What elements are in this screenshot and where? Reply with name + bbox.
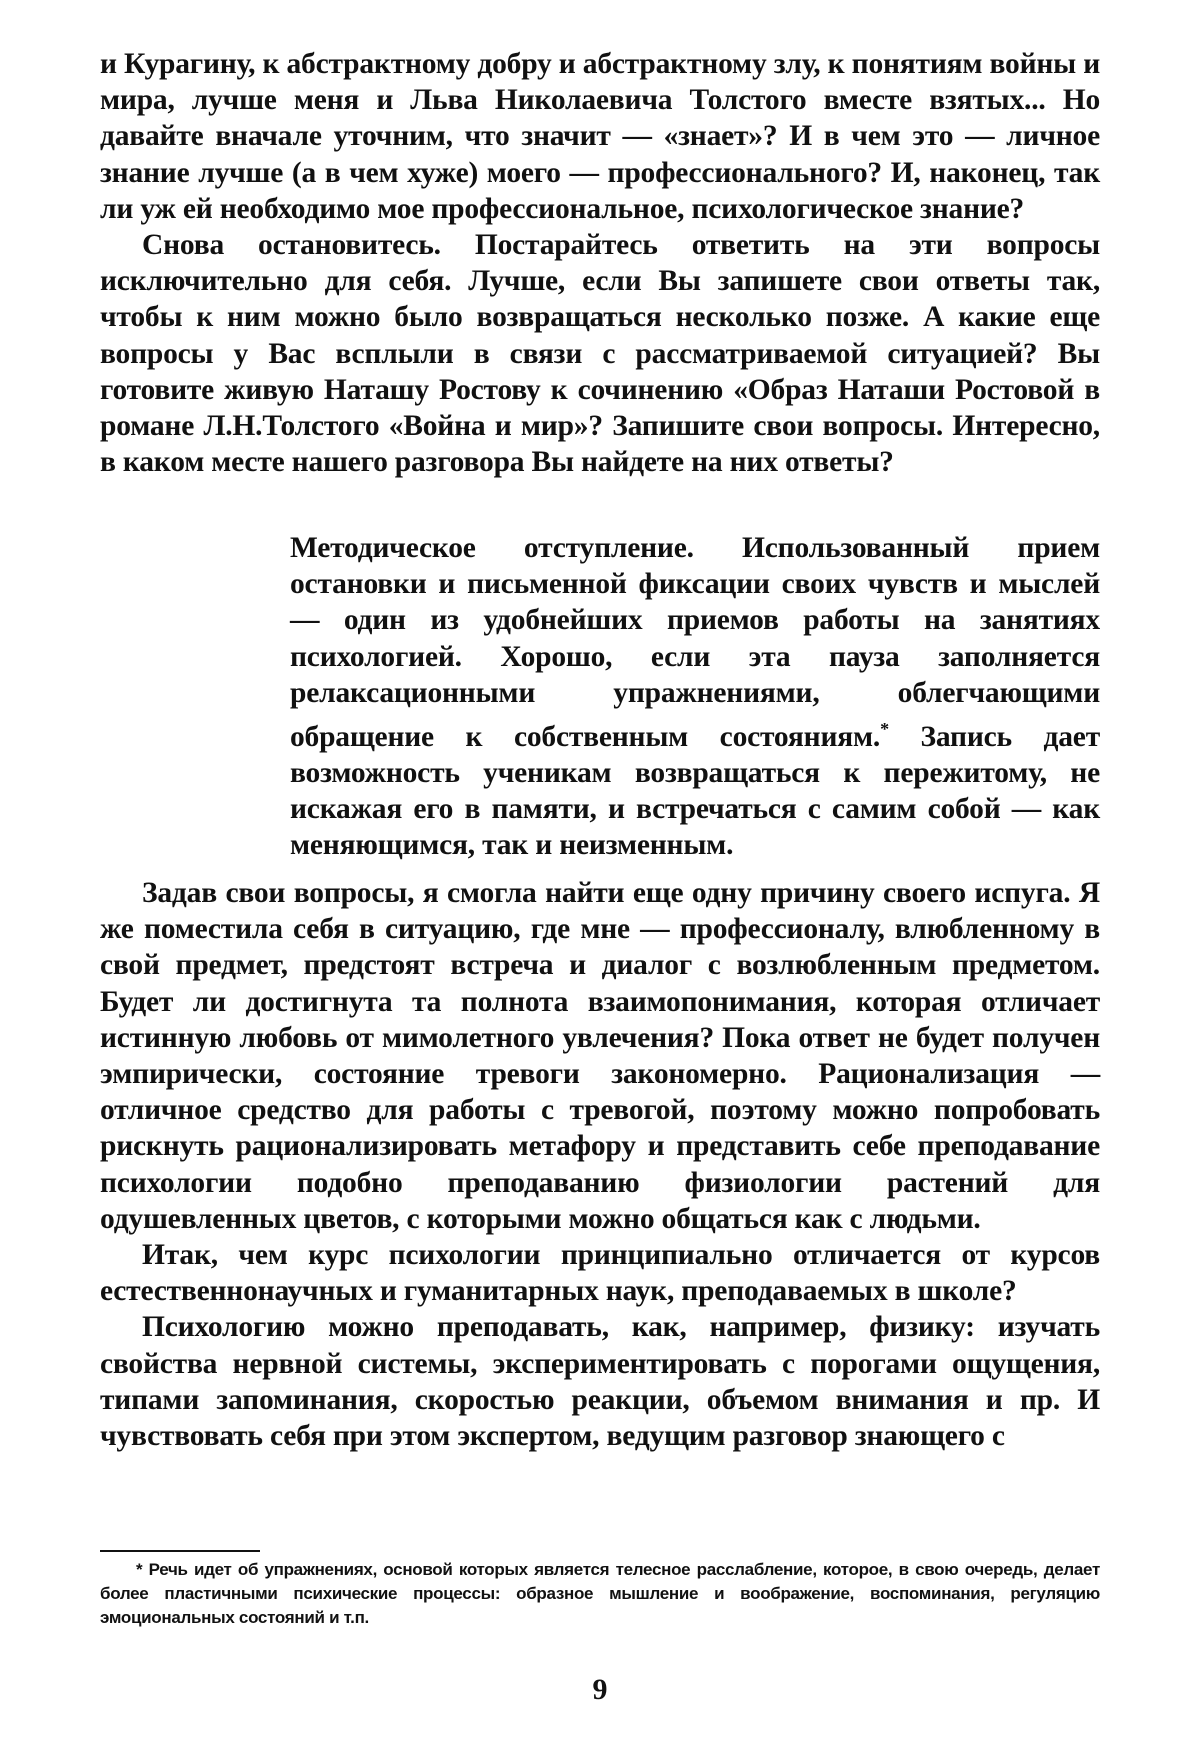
page-number: 9	[0, 1673, 1200, 1707]
footnote-divider	[100, 1550, 260, 1552]
paragraph-continued: и Курагину, к абстрактному добру и абстрактному злу, к понятиям войны и мира, лучше меня и Льва Николаевича Толстого вместе взятых... Но давайте вначале уточним, что значит — «знает»? И в чем это — личное знание лучше (а в чем хуже) моего — профессионального? И, наконец, так ли уж ей необходимо мое профессиональное, психологическое знание?	[100, 46, 1100, 227]
aside-text-start: Методическое отступление. Использованный прием остановки и письменной фиксации своих чувств и мыслей — один из удобнейших приемов работы на занятиях психологией. Хорошо, если эта пауза заполняется релаксационными упражнениями, облегчающими обращение к собственным состояниям.	[290, 532, 1100, 753]
paragraph-physics: Психологию можно преподавать, как, например, физику: изучать свойства нервной системы, экспериментировать с порогами ощущения, типами запоминания, скоростью реакции, объемом внимания и пр. И чувствовать себя при этом экспертом, ведущим разговор знающего с	[100, 1309, 1100, 1454]
paragraph-fear: Задав свои вопросы, я смогла найти еще одну причину своего испуга. Я же поместила себя в ситуацию, где мне — профессионалу, влюбленному в свой предмет, предстоят встреча и диалог с возлюбленным предметом. Будет ли достигнута та полнота взаимопонимания, которая отличает истинную любовь от мимолетного увлечения? Пока ответ не будет получен эмпирически, состояние тревоги закономерно. Рационализация — отличное средство для работы с тревогой, поэтому можно попробовать рискнуть рационализировать метафору и представить себе преподавание психологии подобно преподаванию физиологии растений для одушевленных цветов, с которыми можно общаться как с людьми.	[100, 875, 1100, 1237]
methodical-aside	[290, 530, 1100, 864]
bottom-text	[100, 875, 1100, 1454]
top-text	[100, 46, 1100, 480]
footnote: * Речь идет об упражнениях, основой которых является телесное расслабление, которое, в свою очередь, делает более пластичными психические процессы: образное мышление и воображение, воспоминания, регуляцию эмоциональных состояний и т.п.	[100, 1558, 1100, 1630]
paragraph-questions: Снова остановитесь. Постарайтесь ответить на эти вопросы исключительно для себя. Лучше, если Вы запишете свои ответы так, чтобы к ним можно было возвращаться несколько позже. А какие еще вопросы у Вас всплыли в связи с рассматриваемой ситуацией? Вы готовите живую Наташу Ростову к сочинению «Образ Наташи Ростовой в романе Л.Н.Толстого «Война и мир»? Запишите свои вопросы. Интересно, в каком месте нашего разговора Вы найдете на них ответы?	[100, 227, 1100, 480]
book-page	[0, 0, 1200, 1740]
aside-text-end: Запись дает возможность ученикам возвращаться к пережитому, не искажая его в памяти, и встречаться с самим собой — как меняющимся, так и неизменным.	[290, 721, 1100, 862]
footnote-marker: *	[880, 719, 889, 739]
paragraph-question-course: Итак, чем курс психологии принципиально отличается от курсов естественнонаучных и гуманитарных наук, преподаваемых в школе?	[100, 1237, 1100, 1309]
